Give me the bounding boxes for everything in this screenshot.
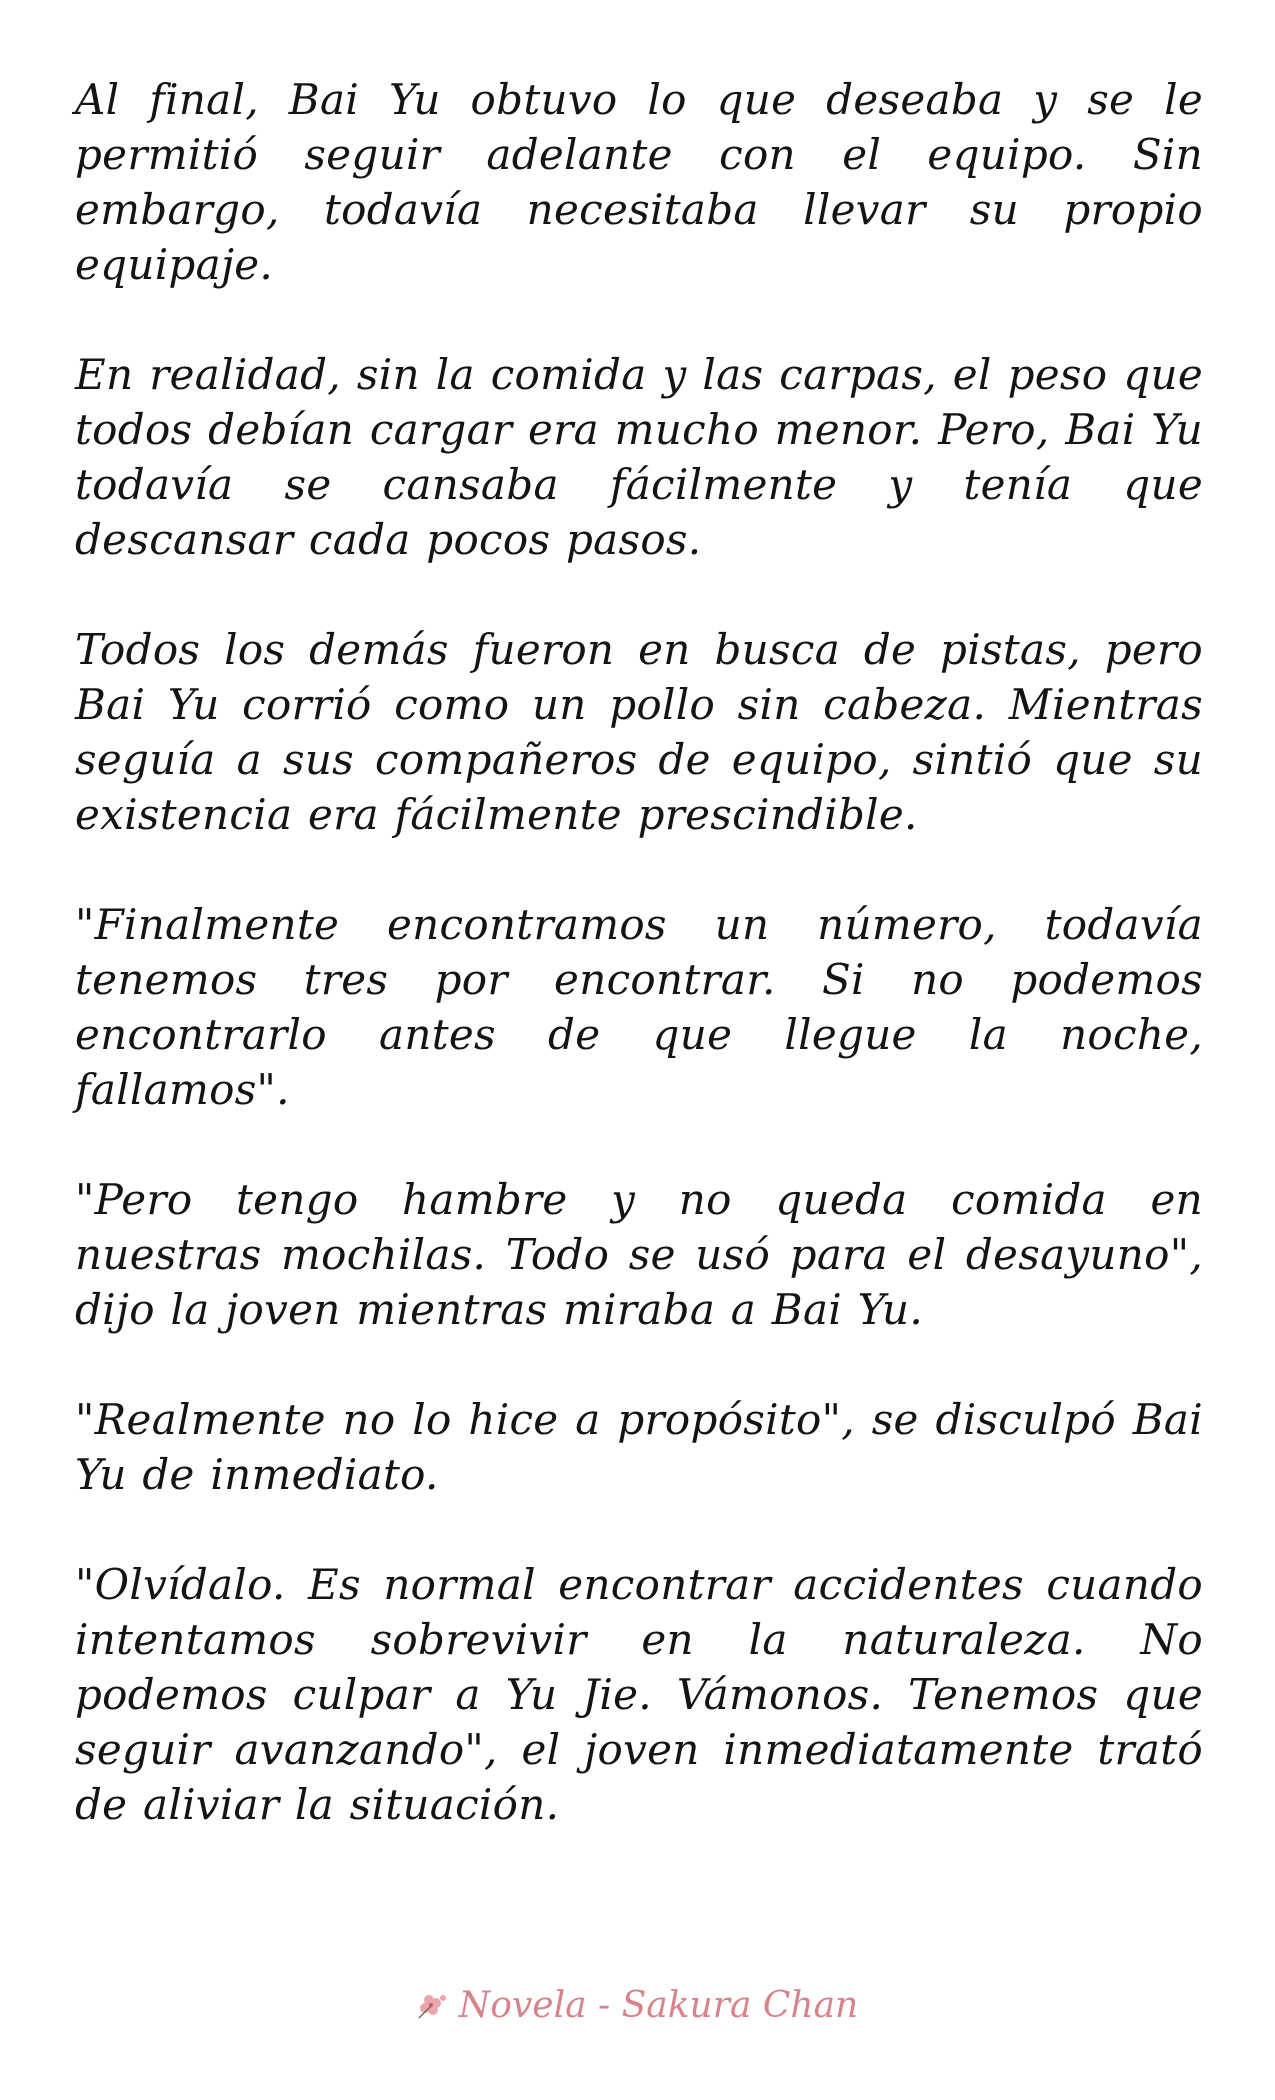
- paragraph-1: Al final, Bai Yu obtuvo lo que deseaba y se le permitió seguir adelante con el equipo. Sin embargo, todavía necesitaba llevar su propio equipaje.: [75, 75, 1203, 289]
- paragraph-6: "Realmente no lo hice a propósito", se disculpó Bai Yu de inmediato.: [75, 1395, 1203, 1499]
- paragraph-4: "Finalmente encontramos un número, todavía tenemos tres por encontrar. Si no podemos encontrarlo antes de que llegue la noche, fallamos".: [75, 900, 1203, 1114]
- watermark: [0, 1985, 1275, 2029]
- sakura-blossom-icon: [417, 1988, 451, 2029]
- paragraph-3: Todos los demás fueron en busca de pistas, pero Bai Yu corrió como un pollo sin cabeza. Mientras seguía a sus compañeros de equipo, sintió que su existencia era fácilmente prescindible.: [75, 625, 1203, 839]
- paragraph-7: "Olvídalo. Es normal encontrar accidentes cuando intentamos sobrevivir en la naturaleza. No podemos culpar a Yu Jie. Vámonos. Tenemos que seguir avanzando", el joven inmediatamente trató de aliviar la situación.: [75, 1560, 1203, 1829]
- paragraph-2: En realidad, sin la comida y las carpas, el peso que todos debían cargar era mucho menor. Pero, Bai Yu todavía se cansaba fácilmente y tenía que descansar cada pocos pasos.: [75, 350, 1203, 564]
- document-body: [75, 72, 1203, 1887]
- paragraph-5: "Pero tengo hambre y no queda comida en nuestras mochilas. Todo se usó para el desayuno", dijo la joven mientras miraba a Bai Yu.: [75, 1175, 1203, 1334]
- watermark-text: Novela - Sakura Chan: [458, 1985, 859, 2026]
